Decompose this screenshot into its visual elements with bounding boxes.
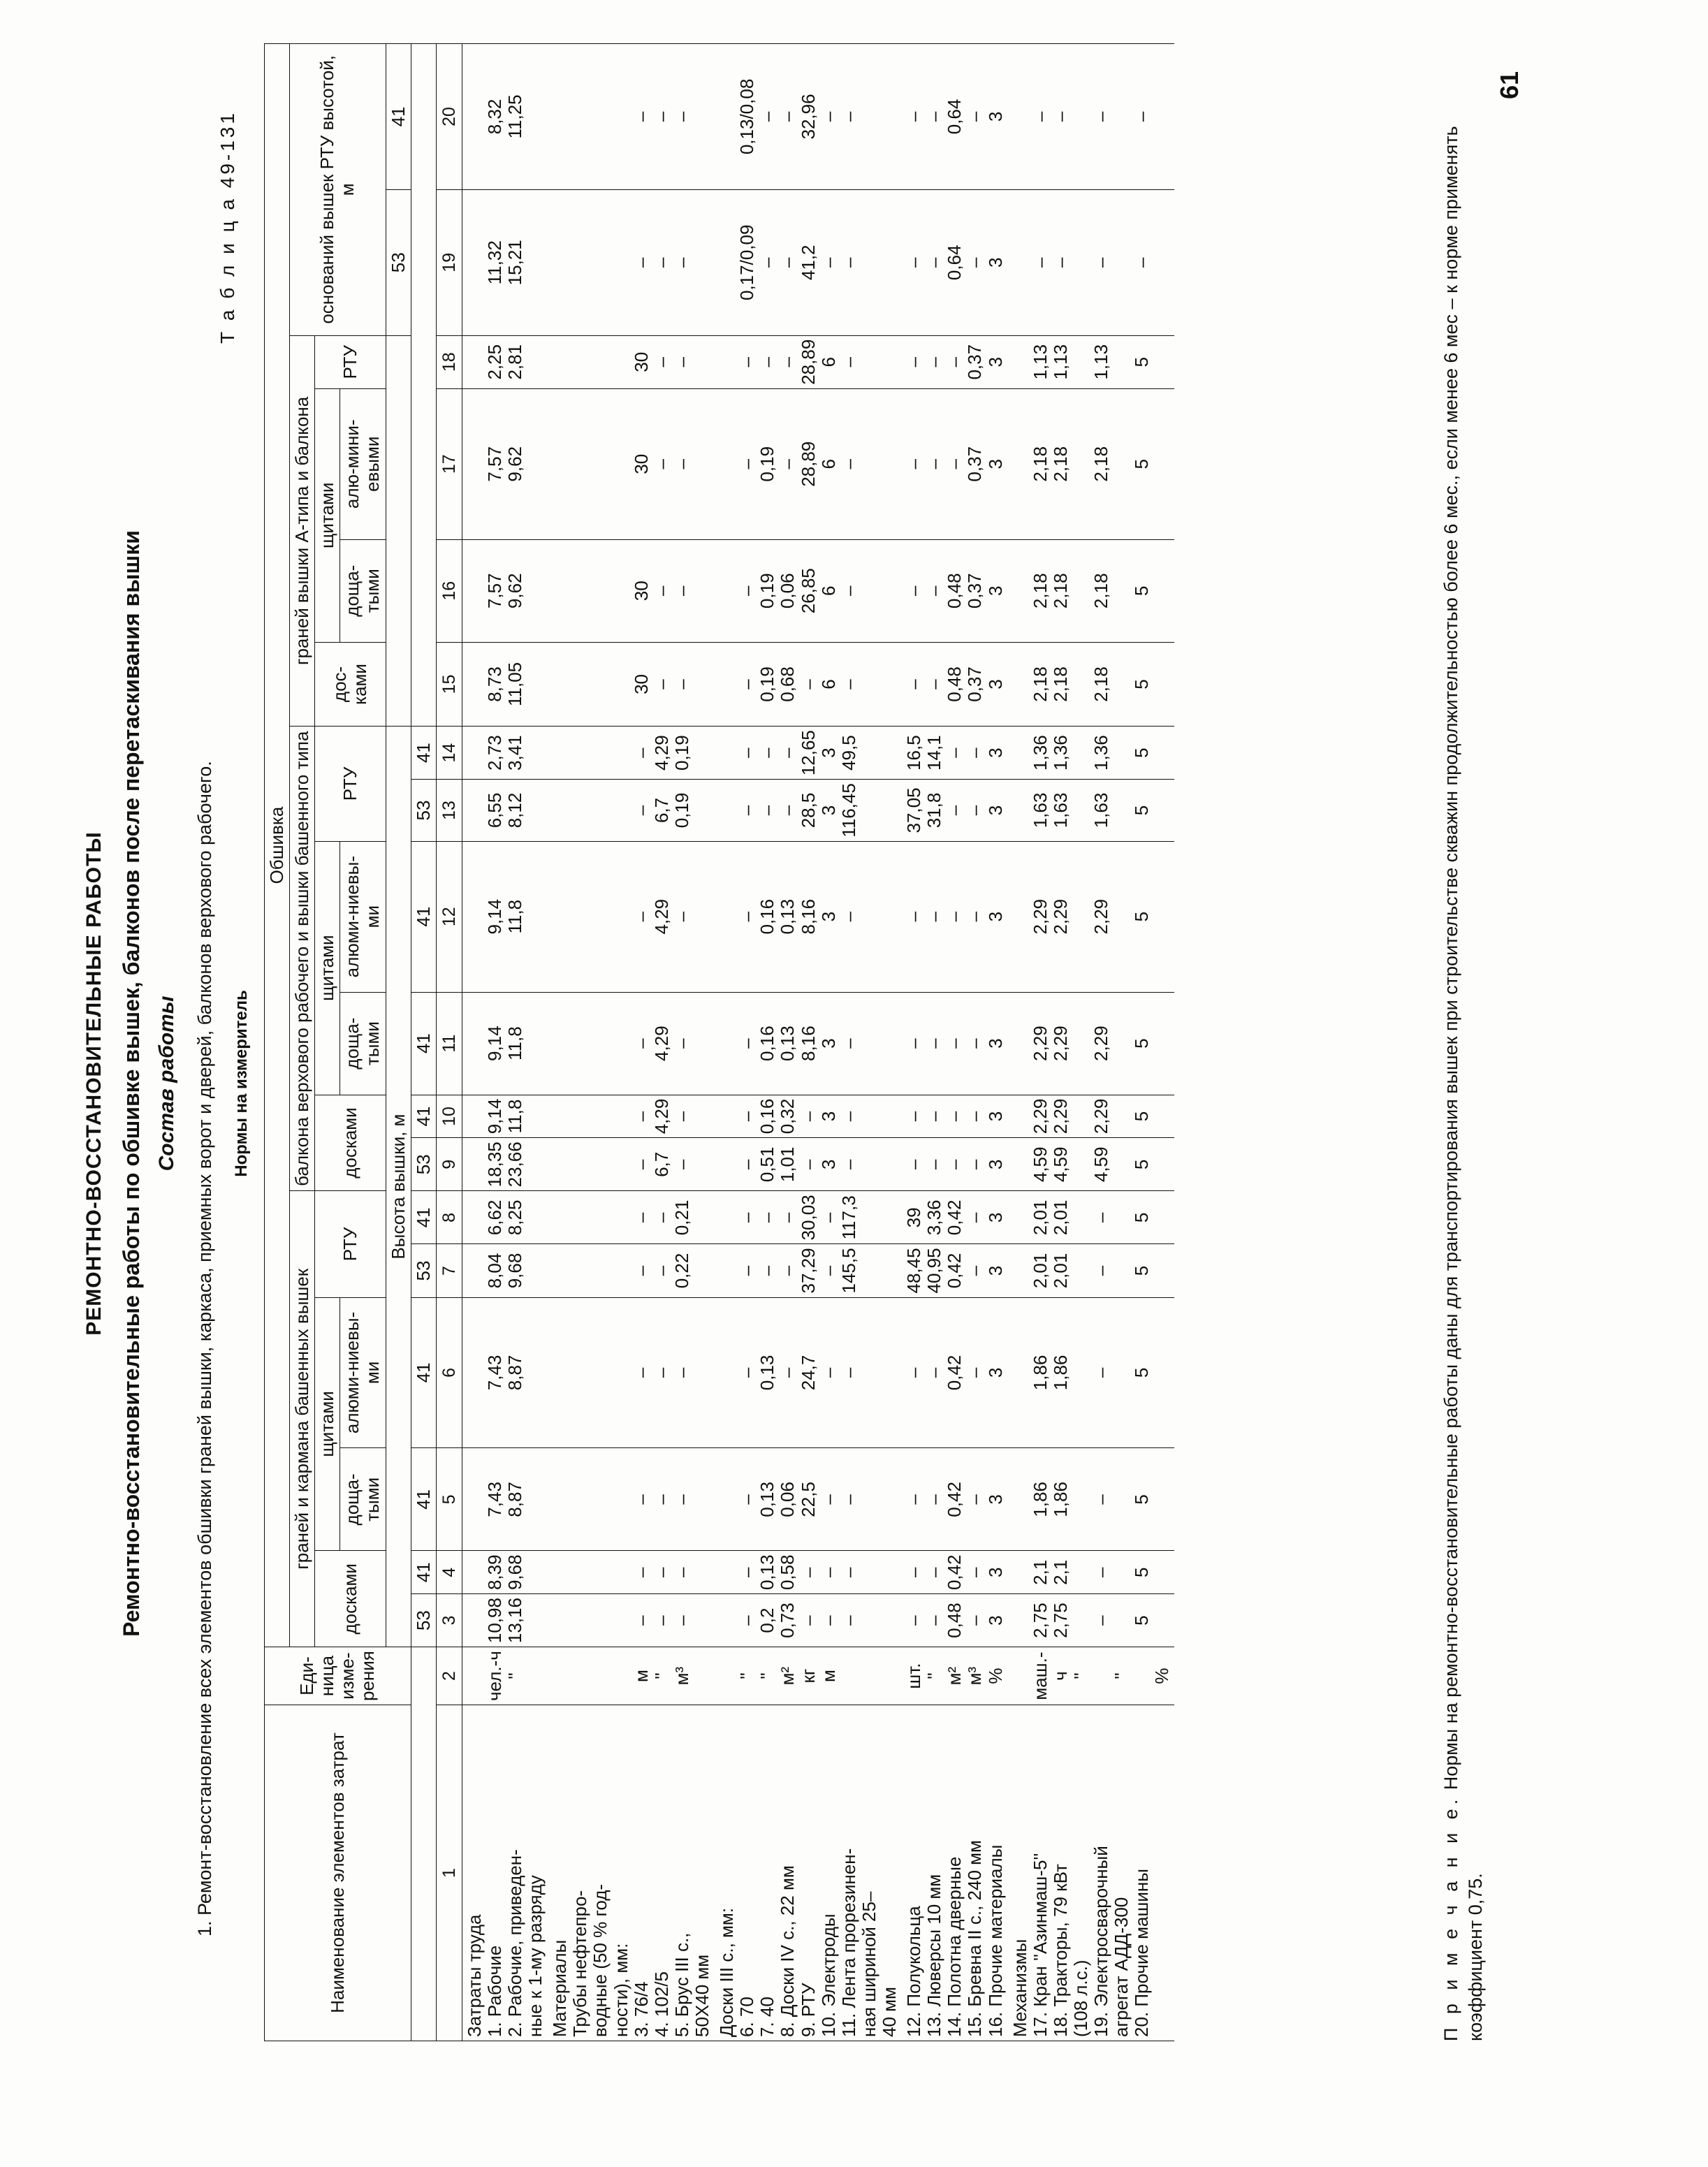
cost-item-name: 12. Полукольца 13. Люверсы 10 мм 14. Полотна дверные 15. Бревна II с., 240 мм 16. Прочие материалы	[902, 1705, 1008, 2041]
value-cell: – 0,13 – 24,7 – –	[715, 1297, 902, 1448]
header-dosch-3: доща-тыми	[340, 539, 386, 642]
value-cell: 2,01 2,01 – 5	[1008, 1191, 1175, 1244]
cost-item-name: Механизмы 17. Кран ''Азинмаш-5'' 18. Тракторы, 79 кВт (108 л.с.) 19. Электросварочный агрегат АДД-300 20. Прочие машины	[1008, 1705, 1175, 2041]
cost-item-name: Доски III с., мм: 6. 70 7. 40 8. Доски IV с., 22 мм 9. РТУ 10. Электроды 11. Лента прорезинен- ная шириной 25– 40 мм	[715, 1705, 902, 2041]
value-cell: 7,43 8,87	[462, 1297, 548, 1448]
value-cell: – 4,29 –	[548, 992, 715, 1095]
column-number: 1	[436, 1705, 462, 2041]
value-cell: 7,43 8,87	[462, 1448, 548, 1551]
value-cell: 9,14 11,8	[462, 841, 548, 992]
height-col6: 41	[411, 1297, 436, 1448]
value-cell: 2,75 2,75 – 5	[1008, 1594, 1175, 1647]
value-cell: – – – – 3	[902, 992, 1008, 1095]
value-cell: 2,73 3,41	[462, 727, 548, 780]
value-cell: 7,57 9,62	[462, 388, 548, 539]
column-number-row	[436, 44, 462, 2041]
value-cell: – – –	[548, 1551, 715, 1594]
value-cell: – 0,51 1,01 – 3 –	[715, 1138, 902, 1191]
header-obshivka: Обшивка	[265, 44, 290, 1647]
value-cell: 2,29 2,29 2,29 5	[1008, 1095, 1175, 1138]
column-number: 10	[436, 1095, 462, 1138]
unit-cell: шт. " м² м³ %	[902, 1647, 1008, 1705]
header-height-blank	[386, 335, 411, 726]
value-cell: – 0,16 0,13 8,16 3 –	[715, 992, 902, 1095]
value-cell: 30 – –	[548, 388, 715, 539]
value-cell: 1,13 1,13 1,13 5	[1008, 335, 1175, 388]
value-cell: – – – 0,37 3	[902, 388, 1008, 539]
header-unit: Еди-ница изме-рения	[265, 1647, 411, 1705]
height-col8: 41	[411, 1191, 436, 1244]
value-cell: 9,14 11,8	[462, 992, 548, 1095]
column-number: 13	[436, 780, 462, 842]
value-cell: – 0,16 0,32 – 3 –	[715, 1095, 902, 1138]
table-row	[715, 44, 902, 2041]
column-number: 11	[436, 992, 462, 1095]
value-cell: – 0,19 – 28,89 6 –	[715, 388, 902, 539]
value-cell: 11,32 15,21	[462, 189, 548, 335]
value-cell: 2,01 2,01 – 5	[1008, 1244, 1175, 1297]
footnote-label: П р и м е ч а н и е.	[1440, 1795, 1461, 2041]
height-empty-right	[411, 44, 436, 727]
value-cell: 2,25 2,81	[462, 335, 548, 388]
column-number: 7	[436, 1244, 462, 1297]
value-cell: – 6,7 –	[548, 1138, 715, 1191]
column-number: 8	[436, 1191, 462, 1244]
value-cell: 1,63 1,63 1,63 5	[1008, 780, 1175, 842]
height-col14: 41	[411, 727, 436, 780]
header-alum-1: алюми-ниевы-ми	[340, 1297, 386, 1448]
table-row	[1008, 44, 1175, 2041]
value-cell: – – – –	[1008, 189, 1175, 335]
norms-table	[264, 43, 1174, 2041]
work-description: 1. Ремонт-восстановление всех элементов обшивки граней вышки, каркаса, приемных ворот и дверей, балконов верхового рабочего.	[194, 761, 215, 1936]
height-col9: 53	[411, 1138, 436, 1191]
value-cell: 30 – –	[548, 539, 715, 642]
header-dosch-2: доща-тыми	[340, 992, 386, 1095]
column-number: 18	[436, 335, 462, 388]
column-number: 9	[436, 1138, 462, 1191]
value-cell: – – 0,48 – 3	[902, 1594, 1008, 1647]
value-cell: – – – 28,89 6 –	[715, 335, 902, 388]
value-cell: – – – 0,37 3	[902, 335, 1008, 388]
value-cell: – – 0,48 0,37 3	[902, 642, 1008, 726]
footnote-text: Нормы на ремонтно-восстановительные работы даны для транспортирования вышек при строительстве скважин продолжительностью более 6 мес., если менее 6 мес – к норме применять коэффициент 0,75.	[1440, 126, 1487, 2041]
header-rtu-2: РТУ	[315, 727, 386, 842]
value-cell: 16,5 14,1 – – 3	[902, 727, 1008, 780]
table-row	[462, 44, 548, 2041]
header-group-3: граней вышки А-типа и балкона	[290, 335, 315, 726]
value-cell: – – 0,22	[548, 1244, 715, 1297]
value-cell: 2,18 2,18 2,18 5	[1008, 642, 1175, 726]
value-cell: 7,57 9,62	[462, 539, 548, 642]
value-cell: 6,55 8,12	[462, 780, 548, 842]
header-shchitami-1: щитами	[315, 1297, 340, 1551]
header-doskami-3: дос-ками	[315, 642, 386, 726]
value-cell: – – 0,42 – 3	[902, 1297, 1008, 1448]
value-cell: – – – – 3	[902, 841, 1008, 992]
header-name: Наименование элементов затрат	[265, 1705, 411, 2041]
column-number: 16	[436, 539, 462, 642]
value-cell: 2,29 2,29 2,29 5	[1008, 841, 1175, 992]
unit-cell: чел.-ч "	[462, 1647, 548, 1705]
page-number: 61	[1495, 71, 1524, 99]
header-height-empty	[411, 1647, 436, 2041]
value-cell: 8,73 11,05	[462, 642, 548, 726]
height-col7: 53	[411, 1244, 436, 1297]
value-cell: – – –	[548, 1297, 715, 1448]
height-col12: 41	[411, 841, 436, 992]
value-cell: – – – – 3	[902, 1095, 1008, 1138]
header-doskami-2: досками	[315, 1095, 386, 1191]
section-heading: Состав работы	[155, 995, 178, 1172]
header-group-1: граней и кармана башенных вышек	[290, 1191, 315, 1647]
value-cell: – – – – 3	[902, 1138, 1008, 1191]
height-col11: 41	[411, 992, 436, 1095]
value-cell: 0,17/0,09 – – 41,2 – –	[715, 189, 902, 335]
header-rtu-3: РТУ	[315, 335, 386, 388]
value-cell: – 4,29 –	[548, 841, 715, 992]
value-cell: – 0,2 0,73 – – –	[715, 1594, 902, 1647]
column-number: 19	[436, 189, 462, 335]
header-alum-2: алюми-ниевы-ми	[340, 841, 386, 992]
cost-item-name: Материалы Трубы нефтепро- водные (50 % год- ности), мм: 3. 76/4 4. 102/5 5. Брус III с., 50Х40 мм	[548, 1705, 715, 2041]
value-cell: 1,36 1,36 1,36 5	[1008, 727, 1175, 780]
header-shchitami-3: щитами	[315, 388, 340, 642]
header-shchitami-2: щитами	[315, 841, 340, 1095]
value-cell: 8,04 9,68	[462, 1244, 548, 1297]
value-cell: – – –	[548, 1594, 715, 1647]
value-cell: 30 – –	[548, 642, 715, 726]
norms-caption: Нормы на измеритель	[232, 990, 251, 1177]
value-cell: 6,62 8,25	[462, 1191, 548, 1244]
value-cell: – – – 30,03 – 117,3	[715, 1191, 902, 1244]
value-cell: – – – –	[1008, 44, 1175, 190]
value-cell: – – 0,42 – 3	[902, 1551, 1008, 1594]
header-height-col19: 53	[386, 189, 411, 335]
header-rtu-1: РТУ	[315, 1191, 386, 1297]
value-cell: – 0,19 0,06 26,85 6 –	[715, 539, 902, 642]
value-cell: – 6,7 0,19	[548, 780, 715, 842]
header-group-4: оснований вышек РТУ высотой, м	[290, 44, 386, 336]
value-cell: 30 – –	[548, 335, 715, 388]
value-cell: 9,14 11,8	[462, 1095, 548, 1138]
value-cell: 48,45 40,95 0,42 – 3	[902, 1244, 1008, 1297]
value-cell: 2,18 2,18 2,18 5	[1008, 388, 1175, 539]
value-cell: 39 3,36 0,42 – 3	[902, 1191, 1008, 1244]
table-body	[462, 44, 1174, 2041]
column-number: 6	[436, 1297, 462, 1448]
column-number: 4	[436, 1551, 462, 1594]
header-doskami-1: досками	[315, 1551, 386, 1647]
height-col13: 53	[411, 780, 436, 842]
value-cell: 18,35 23,66	[462, 1138, 548, 1191]
value-cell: – – – 28,5 3 116,45	[715, 780, 902, 842]
value-cell: – 4,29 0,19	[548, 727, 715, 780]
unit-cell: м " м³	[548, 1647, 715, 1705]
header-dosch-1: доща-тыми	[340, 1448, 386, 1551]
value-cell: – – – 12,65 3 49,5	[715, 727, 902, 780]
column-number: 12	[436, 841, 462, 992]
column-number: 15	[436, 642, 462, 726]
column-number: 3	[436, 1594, 462, 1647]
value-cell: 0,13/0,08 – – 32,96 – –	[715, 44, 902, 190]
column-number: 20	[436, 44, 462, 190]
value-cell: 2,29 2,29 2,29 5	[1008, 992, 1175, 1095]
height-col3: 53	[411, 1594, 436, 1647]
unit-cell: маш.-ч " " %	[1008, 1647, 1175, 1705]
document-subtitle: Ремонтно-восстановительные работы по обшивке вышек, балконов после перетаскивания вышки	[119, 530, 144, 1637]
height-col10: 41	[411, 1095, 436, 1138]
value-cell: – – 0,48 0,37 3	[902, 539, 1008, 642]
value-cell: – – 0,42 – 3	[902, 1448, 1008, 1551]
value-cell: – 0,13 0,58 – – –	[715, 1551, 902, 1594]
value-cell: – – –	[548, 189, 715, 335]
height-col5: 41	[411, 1448, 436, 1551]
table-label: Т а б л и ц а 49-131	[217, 110, 238, 344]
value-cell: 1,86 1,86 – 5	[1008, 1297, 1175, 1448]
table-row	[902, 44, 1008, 2041]
unit-cell: " " м² кг м	[715, 1647, 902, 1705]
value-cell: 8,39 9,68	[462, 1551, 548, 1594]
value-cell: 10,98 13,16	[462, 1594, 548, 1647]
height-col4: 41	[411, 1551, 436, 1594]
header-height-col20: 41	[386, 44, 411, 190]
header-height: Высота вышки, м	[386, 727, 411, 1647]
value-cell: – – –	[548, 44, 715, 190]
column-number: 17	[436, 388, 462, 539]
document-title: РЕМОНТНО-ВОССТАНОВИТЕЛЬНЫЕ РАБОТЫ	[82, 831, 105, 1336]
value-cell: 4,59 4,59 4,59 5	[1008, 1138, 1175, 1191]
footnote	[1439, 43, 1488, 2041]
value-cell: – 0,16 0,13 8,16 3 –	[715, 841, 902, 992]
header-group-2: балкона верхового рабочего и вышки башенного типа	[290, 727, 315, 1191]
header-alum-3: алю-мини-евыми	[340, 388, 386, 539]
value-cell: – 4,29 –	[548, 1095, 715, 1138]
value-cell: – 0,13 0,06 22,5 – –	[715, 1448, 902, 1551]
value-cell: 8,32 11,25	[462, 44, 548, 190]
column-number: 2	[436, 1647, 462, 1705]
value-cell: – – 0,21	[548, 1191, 715, 1244]
table-row	[548, 44, 715, 2041]
value-cell: 37,05 31,8 – – 3	[902, 780, 1008, 842]
cost-item-name: Затраты труда 1. Рабочие 2. Рабочие, приведен- ные к 1-му разряду	[462, 1705, 548, 2041]
value-cell: – 0,19 0,68 – 6 –	[715, 642, 902, 726]
value-cell: 1,86 1,86 – 5	[1008, 1448, 1175, 1551]
value-cell: 2,18 2,18 2,18 5	[1008, 539, 1175, 642]
value-cell: – – 0,64 – 3	[902, 44, 1008, 190]
value-cell: – – 0,64 – 3	[902, 189, 1008, 335]
column-number: 5	[436, 1448, 462, 1551]
value-cell: – – – 37,29 – 145,5	[715, 1244, 902, 1297]
value-cell: 2,1 2,1 – 5	[1008, 1551, 1175, 1594]
value-cell: – – –	[548, 1448, 715, 1551]
column-number: 14	[436, 727, 462, 780]
